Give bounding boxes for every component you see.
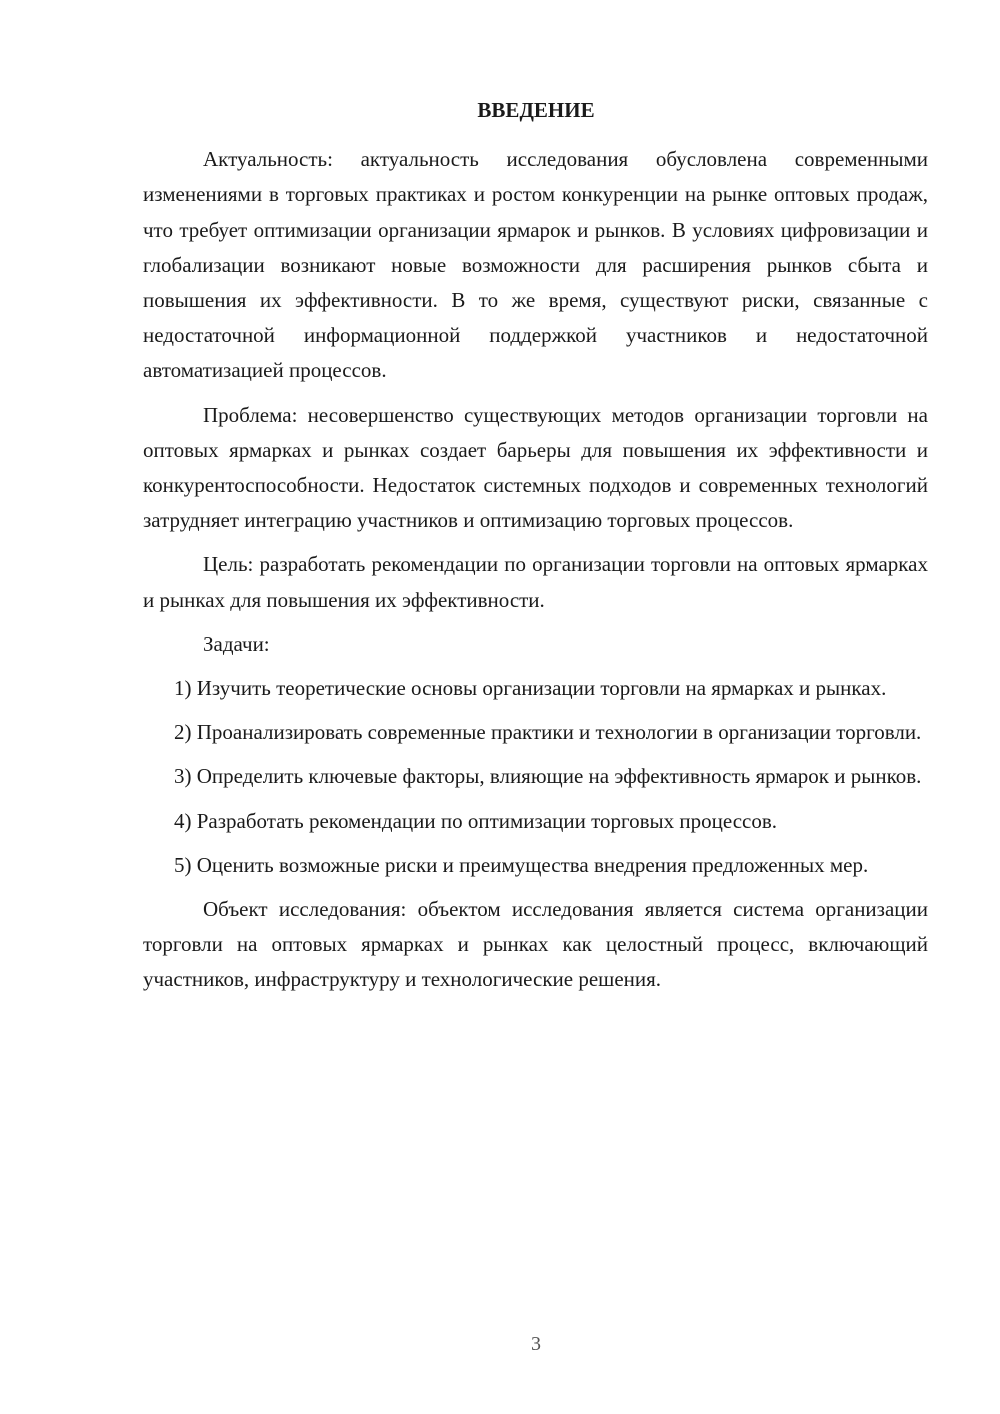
relevance-paragraph: Актуальность: актуальность исследования обусловлена современными изменениями в торговых практиках и ростом конкуренции на рынке оптовых продаж, что требует оптимизации организации ярмарок и рынков. В условиях цифровизации и глобализации возникают новые возможности для расширения рынков сбыта и повышения их эффективности. В то же время, существуют риски, связанные с недостаточной информационной поддержкой участников и недостаточной автоматизацией процессов. bbox=[143, 147, 928, 383]
task-item-3: 3) Определить ключевые факторы, влияющие на эффективность ярмарок и рынков. bbox=[174, 764, 922, 789]
task-item-4: 4) Разработать рекомендации по оптимизации торговых процессов. bbox=[174, 808, 778, 833]
task-item-1: 1) Изучить теоретические основы организации торговли на ярмарках и рынках. bbox=[174, 676, 887, 701]
problem-paragraph: Проблема: несовершенство существующих методов организации торговли на оптовых ярмарках и рынках создает барьеры для повышения их эффективности и конкурентоспособности. Недостаток системных подходов и современных технологий затрудняет интеграцию участников и оптимизацию торговых процессов. bbox=[143, 402, 928, 533]
goal-paragraph: Цель: разработать рекомендации по организации торговли на оптовых ярмарках и рынках для повышения их эффективности. bbox=[143, 552, 928, 612]
page-number: 3 bbox=[531, 1333, 541, 1355]
section-title: ВВЕДЕНИЕ bbox=[477, 98, 595, 122]
task-item-2: 2) Проанализировать современные практики и технологии в организации торговли. bbox=[174, 720, 922, 745]
task-item-5: 5) Оценить возможные риски и преимущества внедрения предложенных мер. bbox=[174, 852, 869, 877]
object-paragraph: Объект исследования: объектом исследования является система организации торговли на оптовых ярмарках и рынках как целостный процесс, включающий участников, инфраструктуру и технологические решения. bbox=[143, 897, 928, 992]
tasks-heading: Задачи: bbox=[203, 631, 270, 656]
page-content bbox=[143, 93, 928, 1007]
